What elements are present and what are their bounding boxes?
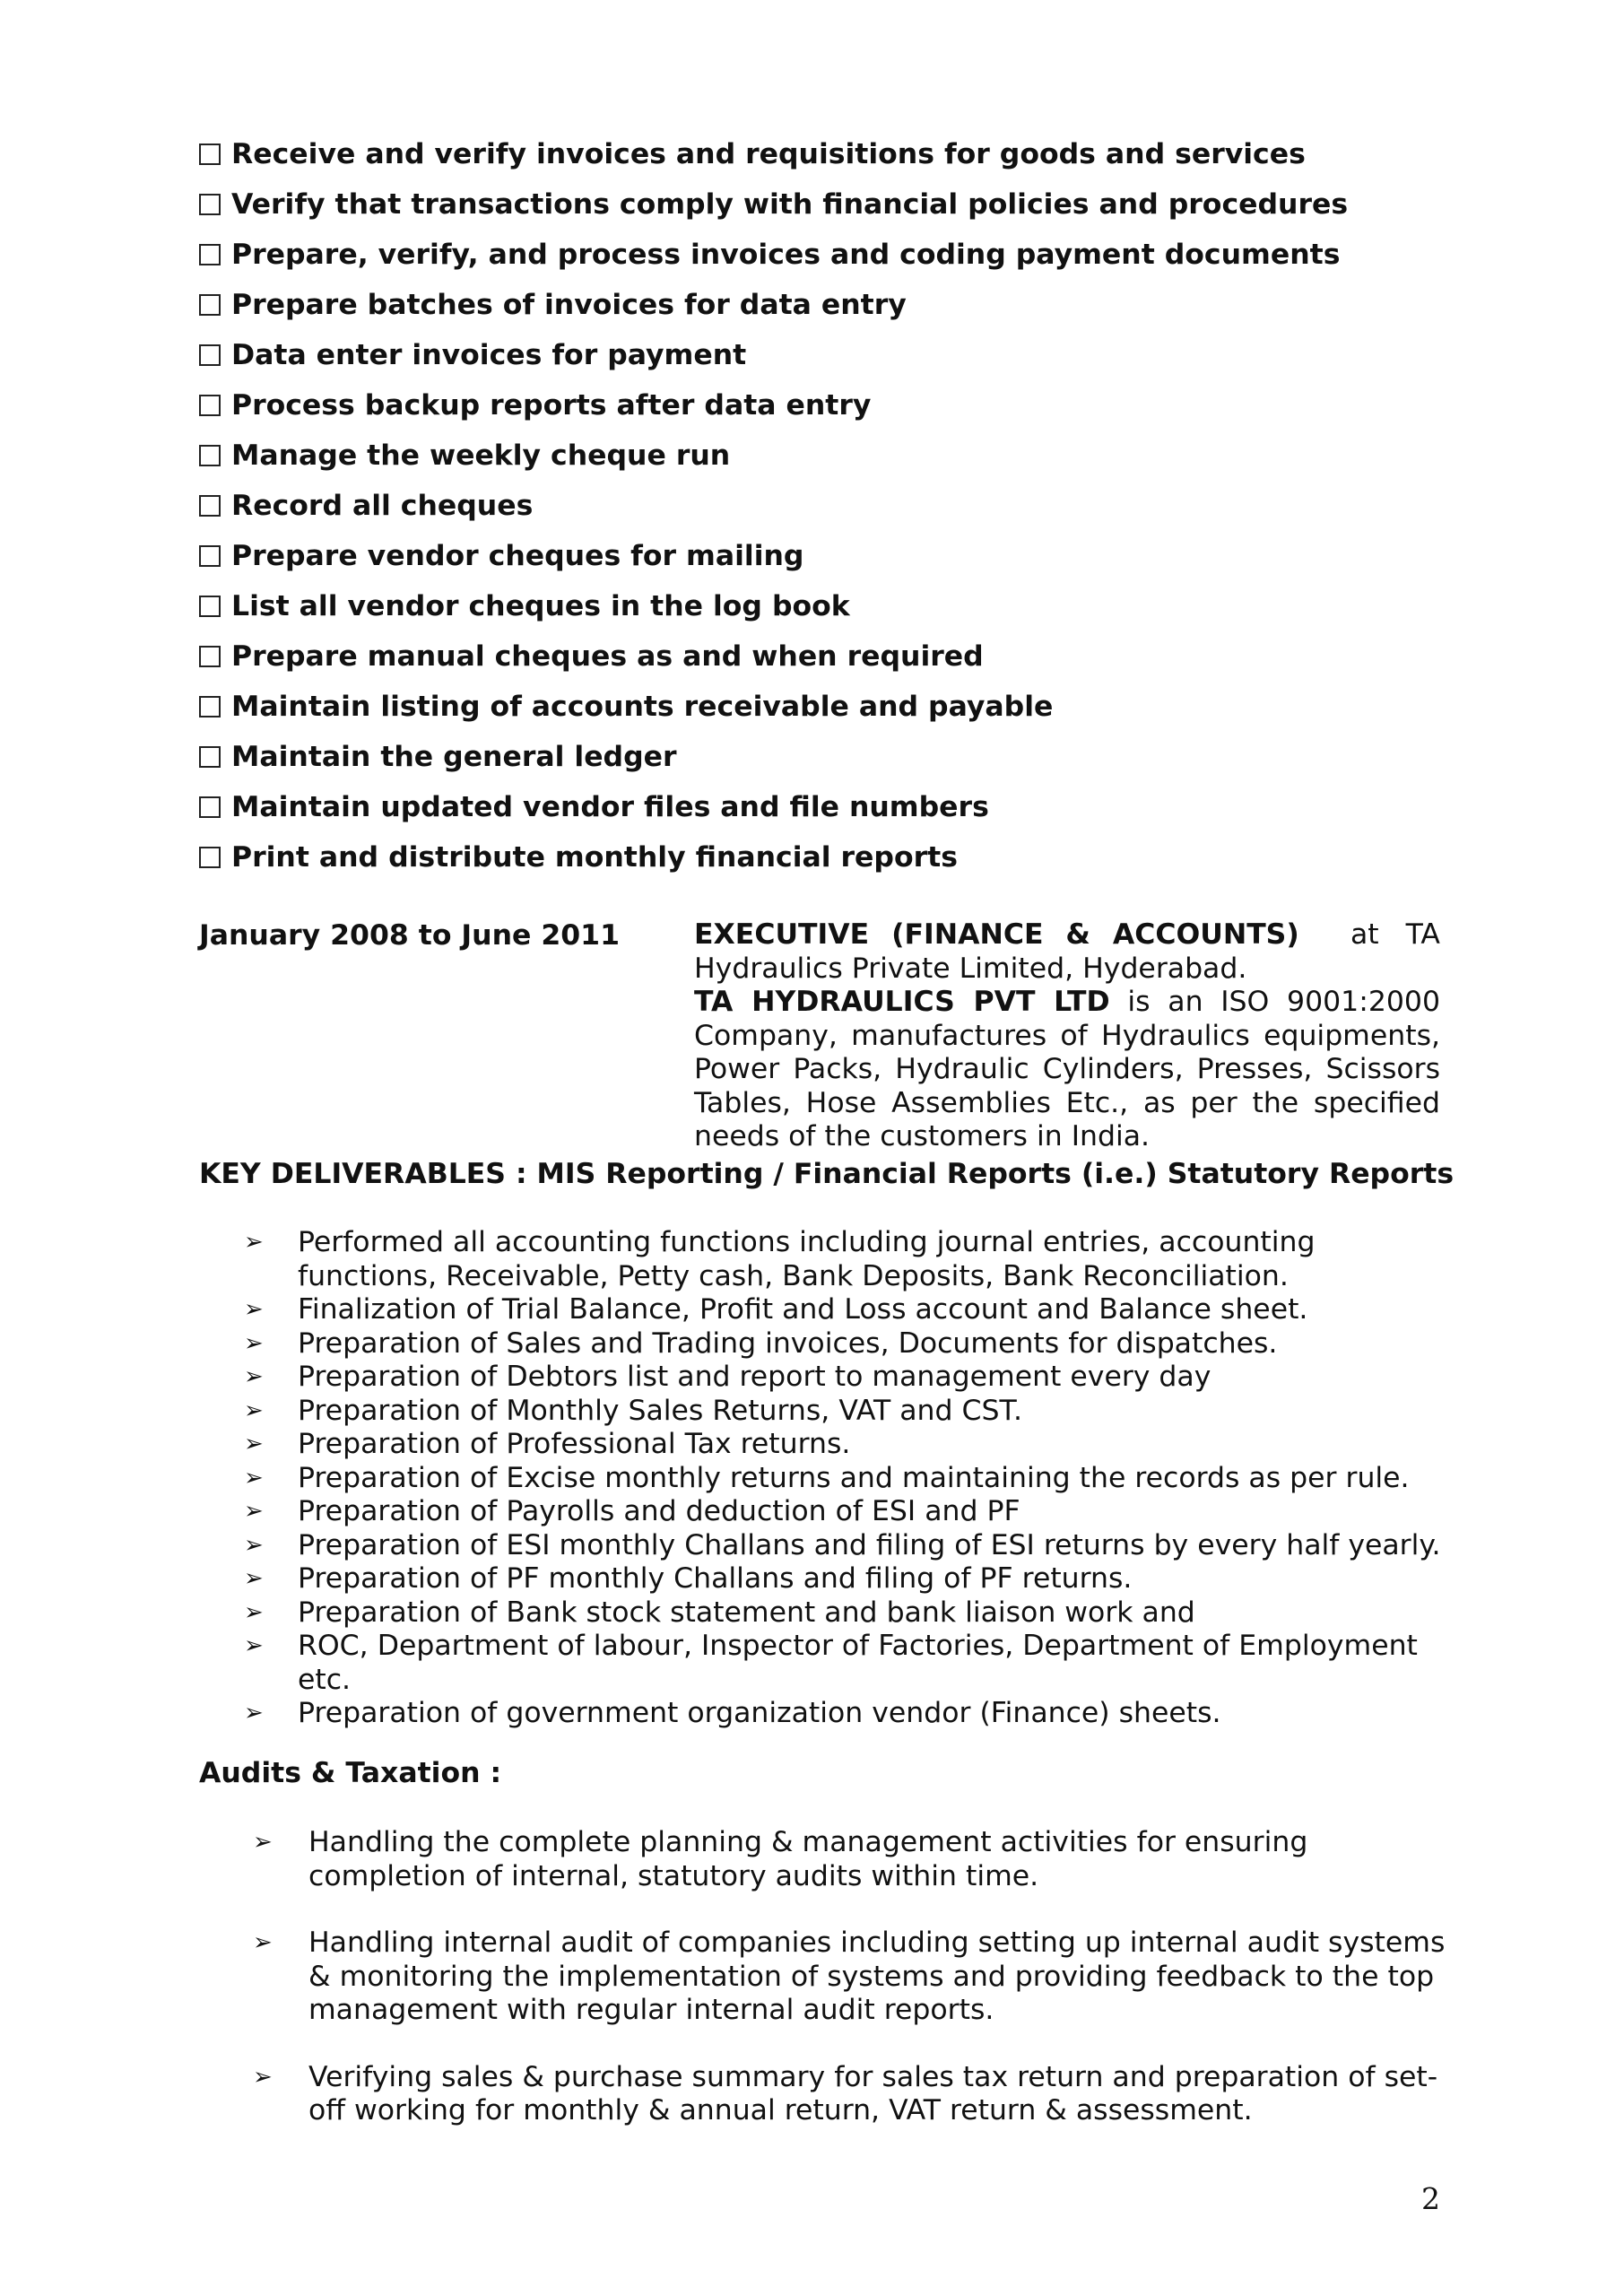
arrow-bullet-icon: ➢ xyxy=(253,2063,273,2091)
job-at: at TA xyxy=(1350,918,1440,951)
duty-item: Print and distribute monthly financial reports xyxy=(199,838,1455,888)
list-item: ➢ Performed all accounting functions including journal entries, accounting functions, Receivable, Petty cash, Bank Deposits, Bank Reconciliation. xyxy=(244,1226,1316,1292)
checkbox-icon xyxy=(199,445,221,466)
list-item: ➢ Preparation of Professional Tax returns. xyxy=(244,1428,851,1460)
list-item: ➢ Preparation of Debtors list and report to management every day xyxy=(244,1361,1211,1393)
company-name: TA HYDRAULICS PVT LTD xyxy=(694,986,1110,1018)
checkbox-icon xyxy=(199,696,221,718)
arrow-bullet-icon: ➢ xyxy=(244,1464,264,1492)
duty-item: Verify that transactions comply with financial policies and procedures xyxy=(199,185,1455,235)
checkbox-icon xyxy=(199,545,221,567)
checkbox-icon xyxy=(199,746,221,768)
list-item: ➢ Preparation of Excise monthly returns and maintaining the records as per rule. xyxy=(244,1461,1410,1494)
list-item: ➢ Preparation of PF monthly Challans and filing of PF returns. xyxy=(244,1562,1133,1595)
list-item: ➢ ROC, Department of labour, Inspector of Factories, Department of Employment etc. xyxy=(244,1630,1418,1696)
duty-item: List all vendor cheques in the log book xyxy=(199,587,1455,637)
arrow-bullet-icon: ➢ xyxy=(244,1229,264,1256)
duty-item: Record all cheques xyxy=(199,486,1455,536)
list-item: ➢ Handling the complete planning & management activities for ensuring completion of internal, statutory audits within time. xyxy=(253,1826,1308,1892)
job-description xyxy=(694,918,1440,1154)
list-item: ➢ Preparation of ESI monthly Challans and filing of ESI returns by every half yearly. xyxy=(244,1528,1441,1561)
list-item: ➢ Handling internal audit of companies including setting up internal audit systems & monitoring the implementation of systems and providing feedback to the top management with regular internal audit reports. xyxy=(253,1926,1446,2026)
job-period: January 2008 to June 2011 xyxy=(199,919,620,952)
checkbox-icon xyxy=(199,344,221,366)
audits-list xyxy=(199,1826,1446,2161)
duty-item: Maintain updated vendor files and file numbers xyxy=(199,787,1455,838)
arrow-bullet-icon: ➢ xyxy=(253,1929,273,1956)
duty-item: Prepare vendor cheques for mailing xyxy=(199,536,1455,587)
duty-item: Maintain listing of accounts receivable and payable xyxy=(199,687,1455,737)
duty-item: Receive and verify invoices and requisitions for goods and services xyxy=(199,135,1455,185)
page-number: 2 xyxy=(1421,2181,1440,2216)
checkbox-icon xyxy=(199,294,221,316)
arrow-bullet-icon: ➢ xyxy=(244,1598,264,1626)
arrow-bullet-icon: ➢ xyxy=(244,1431,264,1457)
list-item: ➢ Preparation of Bank stock statement and bank liaison work and xyxy=(244,1596,1195,1629)
arrow-bullet-icon: ➢ xyxy=(253,1829,273,1856)
duty-item: Prepare, verify, and process invoices and coding payment documents xyxy=(199,235,1455,285)
list-item: ➢ Verifying sales & purchase summary for sales tax return and preparation of set-off working for monthly & annual return, VAT return & assessment. xyxy=(253,2060,1438,2126)
duty-item: Manage the weekly cheque run xyxy=(199,436,1455,486)
checkbox-icon xyxy=(199,395,221,416)
checkbox-icon xyxy=(199,144,221,165)
checkbox-icon xyxy=(199,596,221,617)
list-item: ➢ Preparation of Monthly Sales Returns, VAT and CST. xyxy=(244,1394,1022,1427)
checkbox-icon xyxy=(199,646,221,667)
arrow-bullet-icon: ➢ xyxy=(244,1296,264,1323)
arrow-bullet-icon: ➢ xyxy=(244,1632,264,1659)
arrow-bullet-icon: ➢ xyxy=(244,1498,264,1525)
duty-item: Prepare manual cheques as and when required xyxy=(199,637,1455,687)
list-item: ➢ Preparation of Payrolls and deduction of ESI and PF xyxy=(244,1495,1020,1527)
company-description: is an ISO 9001:2000 Company, manufactures of Hydraulics equipments, Power Packs, Hydraulic Cylinders, Presses, Scissors Tables, Hose Assemblies Etc., as per the specified needs of the customers in India. xyxy=(694,986,1440,1152)
list-item: ➢ Finalization of Trial Balance, Profit and Loss account and Balance sheet. xyxy=(244,1293,1308,1326)
checkbox-icon xyxy=(199,796,221,818)
arrow-bullet-icon: ➢ xyxy=(244,1396,264,1424)
checkbox-icon xyxy=(199,847,221,868)
duty-item: Data enter invoices for payment xyxy=(199,335,1455,386)
duty-item: Process backup reports after data entry xyxy=(199,386,1455,436)
arrow-bullet-icon: ➢ xyxy=(244,1531,264,1559)
arrow-bullet-icon: ➢ xyxy=(244,1363,264,1390)
duties-list xyxy=(199,135,1455,888)
company-short: TA xyxy=(1405,918,1440,951)
audits-heading: Audits & Taxation : xyxy=(199,1757,502,1789)
arrow-bullet-icon: ➢ xyxy=(244,1329,264,1357)
job-role: EXECUTIVE (FINANCE & ACCOUNTS) xyxy=(694,918,1299,951)
company-profile xyxy=(694,986,1440,1154)
arrow-bullet-icon: ➢ xyxy=(244,1700,264,1726)
list-item: ➢ Preparation of Sales and Trading invoices, Documents for dispatches. xyxy=(244,1326,1278,1360)
key-deliverables-list xyxy=(199,1226,1446,1731)
list-item: ➢ Preparation of government organization vendor (Finance) sheets. xyxy=(244,1697,1221,1729)
job-title-line xyxy=(694,918,1440,952)
duty-item: Prepare batches of invoices for data entry xyxy=(199,285,1455,335)
key-deliverables-heading: KEY DELIVERABLES : MIS Reporting / Financial Reports (i.e.) Statutory Reports xyxy=(199,1158,1455,1190)
duty-item: Maintain the general ledger xyxy=(199,737,1455,787)
checkbox-icon xyxy=(199,194,221,215)
checkbox-icon xyxy=(199,495,221,517)
checkbox-icon xyxy=(199,244,221,265)
arrow-bullet-icon: ➢ xyxy=(244,1565,264,1592)
company-location: Hydraulics Private Limited, Hyderabad. xyxy=(694,952,1247,985)
